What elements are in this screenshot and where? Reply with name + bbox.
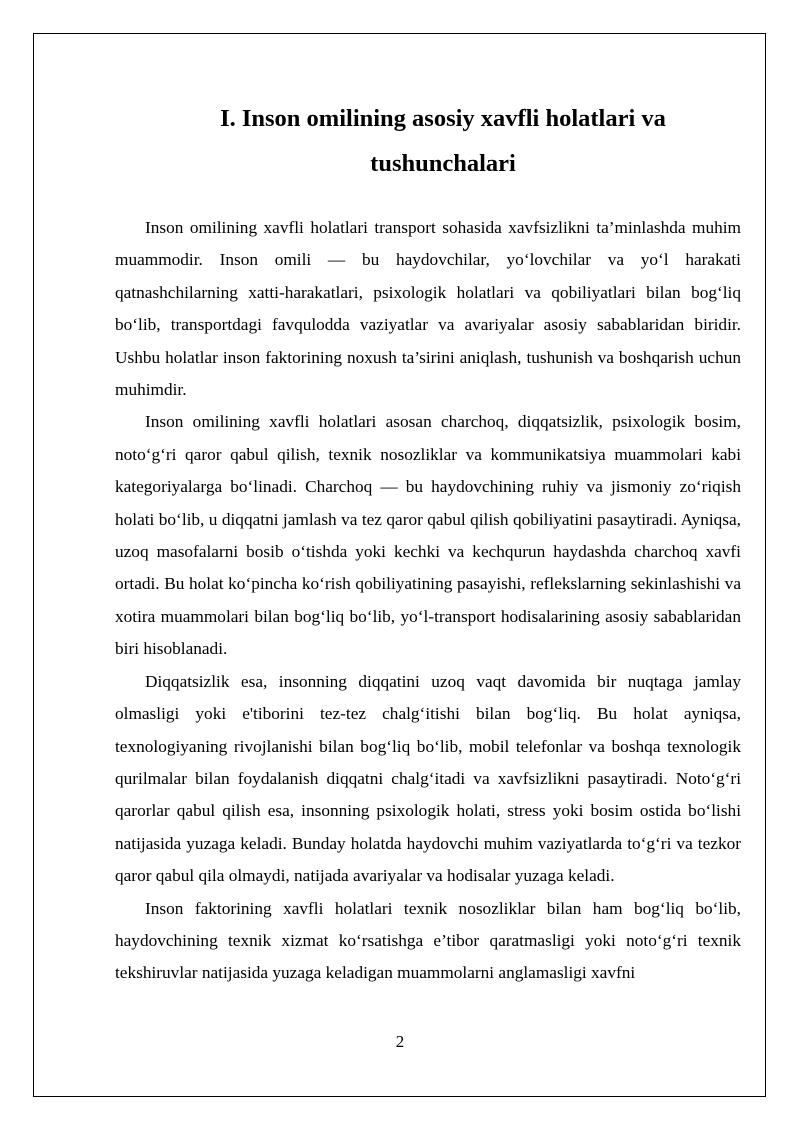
paragraph: Inson omilining xavfli holatlari asosan charchoq, diqqatsizlik, psixologik bosim, noto‘g‘ri qaror qabul qilish, texnik nosozliklar va kommunikatsiya muammolari kabi kategoriyalarga bo‘linadi. Charchoq — bu haydovchining ruhiy va jismoniy zo‘riqish holati bo‘lib, u diqqatni jamlash va tez qaror qabul qilish qobiliyatini pasaytiradi. Ayniqsa, uzoq masofalarni bosib o‘tishda yoki kechki va kechqurun haydashda charchoq xavfi ortadi. Bu holat ko‘pincha ko‘rish qobiliyatining pasayishi, reflekslarning sekinlashishi va xotira muammolari bilan bog‘liq bo‘lib, yo‘l-transport hodisalarining asosiy sabablaridan biri hisoblanadi. bbox=[115, 412, 741, 659]
section-heading: I. Inson omilining asosiy xavfli holatlari va tushunchalari bbox=[220, 105, 666, 177]
paragraph: Inson faktorining xavfli holatlari texnik nosozliklar bilan ham bog‘liq bo‘lib, haydovchining texnik xizmat ko‘rsatishga e’tibor qaratmasligi yoki noto‘g‘ri texnik tekshiruvlar natijasida yuzaga keladigan muammolarni anglamasligi xavfni bbox=[115, 898, 741, 983]
body-text bbox=[115, 212, 741, 990]
page-number: 2 bbox=[395, 1032, 405, 1051]
paragraph: Diqqatsizlik esa, insonning diqqatini uzoq vaqt davomida bir nuqtaga jamlay olmasligi yoki e'tiborini tez-tez chalg‘itishi bilan bog‘liq. Bu holat ayniqsa, texnologiyaning rivojlanishi bilan bog‘liq bo‘lib, mobil telefonlar va boshqa texnologik qurilmalar bilan foydalanish diqqatni chalg‘itadi va xavfsizlikni pasaytiradi. Noto‘g‘ri qarorlar qabul qilish esa, insonning psixologik holati, stress yoki bosim ostida bo‘lishi natijasida yuzaga keladi. Bunday holatda haydovchi muhim vaziyatlarda to‘g‘ri va tezkor qaror qabul qila olmaydi, natijada avariyalar va hodisalar yuzaga keladi. bbox=[115, 671, 741, 886]
paragraph: Inson omilining xavfli holatlari transport sohasida xavfsizlikni ta’minlashda muhim muammodir. Inson omili — bu haydovchilar, yo‘lovchilar va yo‘l harakati qatnashchilarning xatti-harakatlari, psixologik holatlari va qobiliyatlari bilan bog‘liq bo‘lib, transportdagi favqulodda vaziyatlar va avariyalar asosiy sabablaridan biridir. Ushbu holatlar inson faktorining noxush ta’sirini aniqlash, tushunish va boshqarish uchun muhimdir. bbox=[115, 218, 741, 400]
